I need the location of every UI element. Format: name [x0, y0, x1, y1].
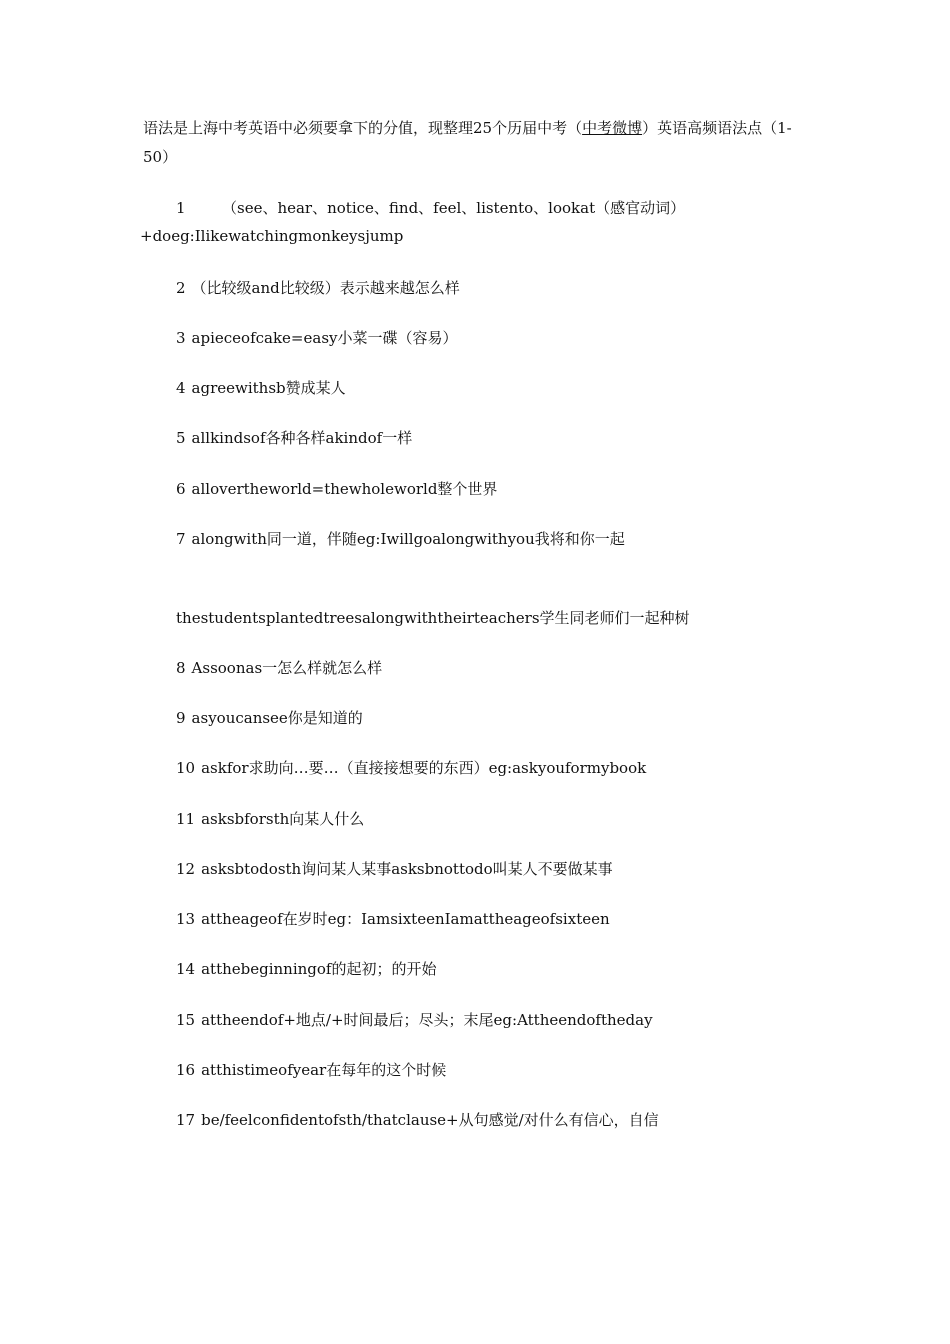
item-text: asksbtodosth询问某人某事asksbnottodo叫某人不要做某事: [201, 860, 613, 878]
item-number: 13: [176, 910, 196, 928]
grammar-item-10: [176, 757, 646, 779]
grammar-item-4: [176, 377, 346, 399]
item-text: atthistimeofyear在每年的这个时候: [201, 1061, 447, 1079]
item-text: allkindsof各种各样akindof一样: [191, 429, 413, 447]
grammar-item-12: [176, 858, 613, 880]
grammar-item-6: [176, 478, 497, 500]
item-text: attheendof+地点/+时间最后；尽头；末尾eg:Attheendoftheday: [201, 1011, 653, 1029]
grammar-item-1: [140, 194, 800, 250]
item-text: （see、hear、notice、find、feel、listento、lookat（感官动词）+doeg:Ilikewatchingmonkeysjump: [140, 199, 686, 245]
item-number: 10: [176, 759, 196, 777]
item-number: 15: [176, 1011, 196, 1029]
item-text: be/feelconfidentofsth/thatclause+从句感觉/对什么有信心，自信: [201, 1111, 659, 1129]
grammar-item-11: [176, 808, 364, 830]
item-number: 4: [176, 379, 186, 397]
grammar-item-2: [176, 277, 460, 299]
item-text: thestudentsplantedtreesalongwiththeirteachers学生同老师们一起种树: [176, 609, 690, 627]
zhongkao-weibo-link[interactable]: 中考微博: [582, 119, 643, 137]
grammar-item-14: [176, 958, 436, 980]
item-text: askfor求助向…要…（直接接想要的东西）eg:askyouformybook: [201, 759, 647, 777]
item-text: asyoucansee你是知道的: [191, 709, 363, 727]
item-number: 17: [176, 1111, 196, 1129]
item-text: agreewithsb赞成某人: [191, 379, 346, 397]
item-number: 2: [176, 279, 186, 297]
grammar-item-13: [176, 908, 610, 930]
item-number: 8: [176, 659, 186, 677]
grammar-item-15: [176, 1009, 653, 1031]
item-number: 3: [176, 329, 186, 347]
item-text: apieceofcake=easy小菜一碟（容易）: [191, 329, 458, 347]
item-number: 5: [176, 429, 186, 447]
grammar-item-8: [176, 657, 382, 679]
item-number: 7: [176, 530, 186, 548]
grammar-item-3: [176, 327, 458, 349]
intro-paragraph: [143, 114, 813, 172]
item-number: 11: [176, 810, 196, 828]
grammar-item-17: [176, 1109, 659, 1131]
item-text: （比较级and比较级）表示越来越怎么样: [191, 279, 460, 297]
item-text: attheageof在岁时eg：IamsixteenIamattheageofsixteen: [201, 910, 610, 928]
item-number: 9: [176, 709, 186, 727]
intro-text-before: 语法是上海中考英语中必须要拿下的分值，现整理25个历届中考（: [143, 119, 583, 137]
item-text: alongwith同一道，伴随eg:Iwillgoalongwithyou我将和你一起: [191, 530, 625, 548]
intro-text-after: ）英语高频语法点（1-50）: [143, 119, 792, 166]
grammar-item-9: [176, 707, 363, 729]
item-text: Assoonas一怎么样就怎么样: [191, 659, 383, 677]
item-number: 14: [176, 960, 196, 978]
item-text: atthebeginningof的起初；的开始: [201, 960, 437, 978]
item-number: 16: [176, 1061, 196, 1079]
item-number: 1: [176, 199, 186, 217]
grammar-item-5: [176, 427, 412, 449]
grammar-item-7-example: [176, 607, 690, 629]
grammar-item-7: [176, 528, 625, 550]
item-number: 12: [176, 860, 196, 878]
item-text: asksbforsth向某人什么: [201, 810, 365, 828]
item-number: 6: [176, 480, 186, 498]
grammar-item-16: [176, 1059, 446, 1081]
item-text: allovertheworld=thewholeworld整个世界: [191, 480, 498, 498]
